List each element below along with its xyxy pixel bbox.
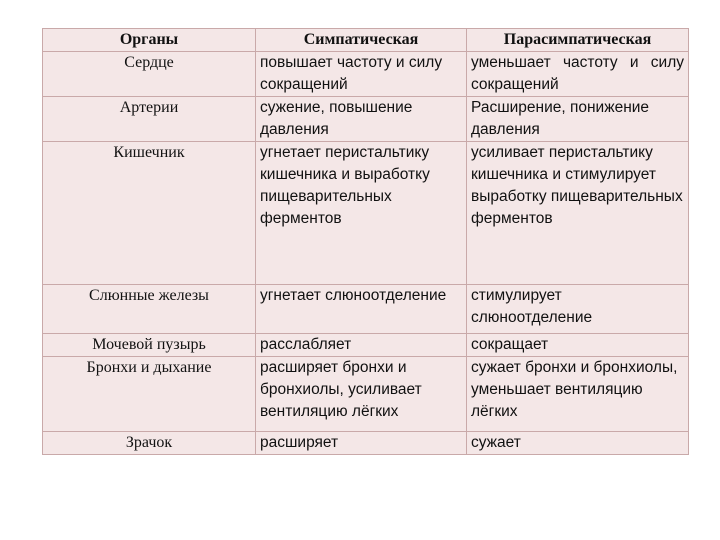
table-row — [43, 357, 689, 432]
parasympathetic-cell: Расширение, понижение давления — [467, 97, 689, 142]
sympathetic-cell: повышает частоту и силу сокращений — [256, 52, 467, 97]
parasympathetic-cell: сужает — [467, 432, 689, 455]
sympathetic-cell: сужение, повышение давления — [256, 97, 467, 142]
header-parasympathetic: Парасимпатическая — [467, 29, 689, 52]
sympathetic-cell: угнетает перистальтику кишечника и выработку пищеварительных ферментов — [256, 142, 467, 285]
header-organs: Органы — [43, 29, 256, 52]
table-row — [43, 432, 689, 455]
table-row — [43, 142, 689, 285]
organ-cell: Зрачок — [43, 432, 256, 455]
table-row — [43, 285, 689, 334]
table-row — [43, 52, 689, 97]
parasympathetic-cell: усиливает перистальтику кишечника и стимулирует выработку пищеварительных ферментов — [467, 142, 689, 285]
sympathetic-cell: расслабляет — [256, 334, 467, 357]
parasympathetic-cell: сужает бронхи и бронхиолы, уменьшает вентиляцию лёгких — [467, 357, 689, 432]
parasympathetic-cell: стимулирует слюноотделение — [467, 285, 689, 334]
organ-cell: Сердце — [43, 52, 256, 97]
table-row — [43, 97, 689, 142]
sympathetic-cell: расширяет бронхи и бронхиолы, усиливает вентиляцию лёгких — [256, 357, 467, 432]
table-row — [43, 334, 689, 357]
organ-cell: Слюнные железы — [43, 285, 256, 334]
parasympathetic-cell: уменьшает частоту и силу сокращений — [467, 52, 689, 97]
autonomic-effects-table — [42, 28, 689, 455]
organ-cell: Артерии — [43, 97, 256, 142]
table-header-row — [43, 29, 689, 52]
organ-cell: Кишечник — [43, 142, 256, 285]
organ-cell: Бронхи и дыхание — [43, 357, 256, 432]
sympathetic-cell: расширяет — [256, 432, 467, 455]
sympathetic-cell: угнетает слюноотделение — [256, 285, 467, 334]
header-sympathetic: Симпатическая — [256, 29, 467, 52]
parasympathetic-cell: сокращает — [467, 334, 689, 357]
organ-cell: Мочевой пузырь — [43, 334, 256, 357]
